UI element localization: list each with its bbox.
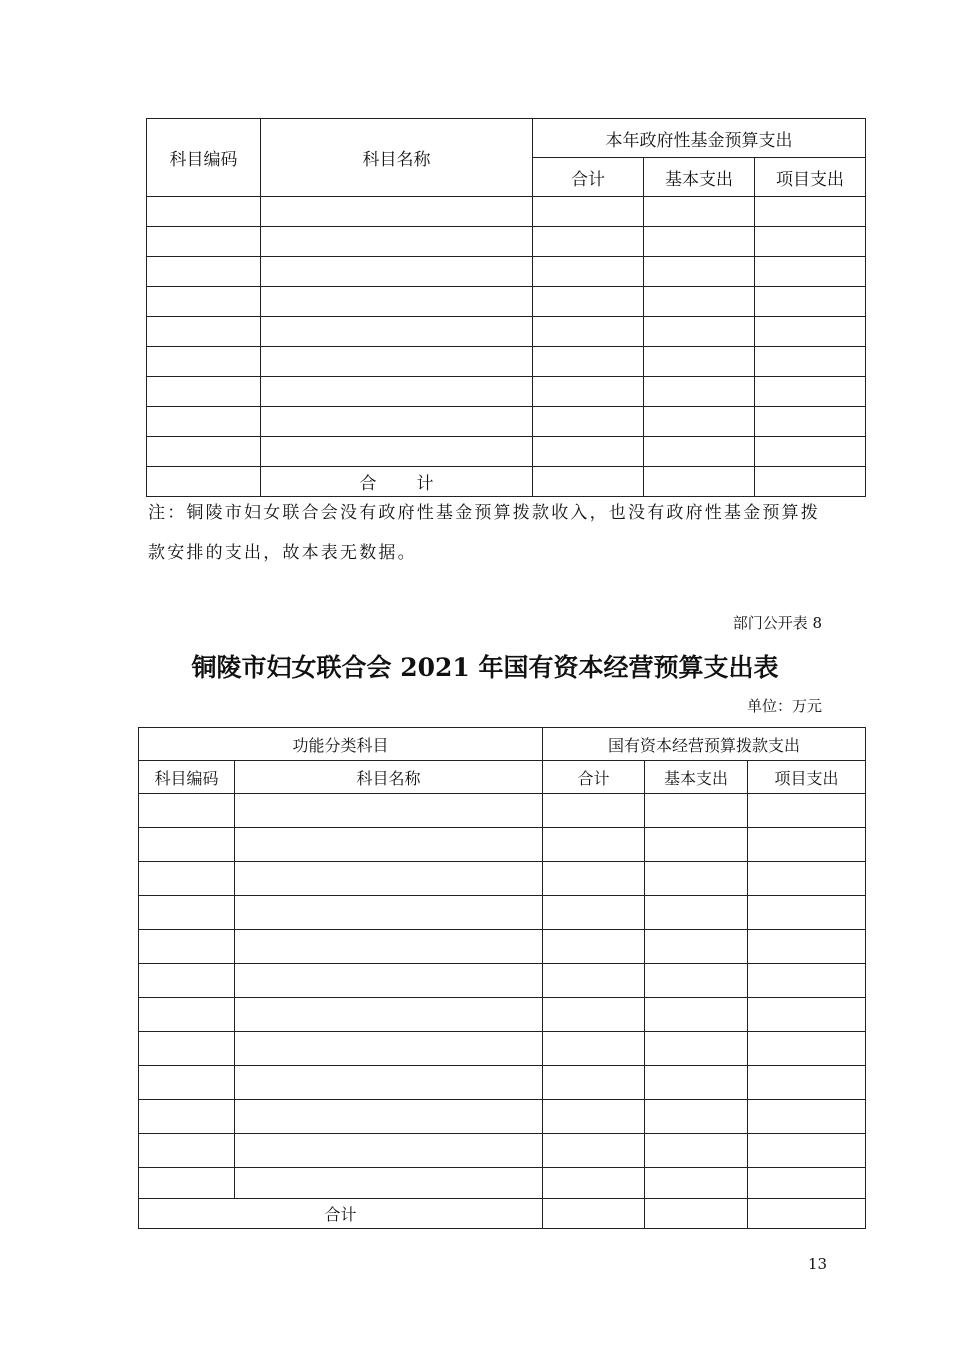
table-row — [147, 287, 866, 317]
table-row — [139, 1100, 866, 1134]
table-row — [139, 896, 866, 930]
header-code: 科目编码 — [147, 119, 261, 197]
header-name: 科目名称 — [261, 119, 533, 197]
header-total: 合计 — [533, 158, 644, 197]
header-group: 本年政府性基金预算支出 — [533, 119, 866, 158]
header-budget-group: 国有资本经营预算拨款支出 — [543, 728, 866, 761]
table-row — [139, 828, 866, 862]
header-basic: 基本支出 — [644, 158, 755, 197]
header-project: 项目支出 — [748, 761, 866, 794]
table-row — [147, 377, 866, 407]
total-label: 合计 — [261, 467, 533, 497]
government-fund-budget-table — [146, 118, 866, 497]
table-row — [147, 227, 866, 257]
table-row — [147, 317, 866, 347]
header-project: 项目支出 — [755, 158, 866, 197]
header-function-group: 功能分类科目 — [139, 728, 543, 761]
total-row — [139, 1199, 866, 1229]
total-row — [147, 467, 866, 497]
state-capital-budget-table — [138, 727, 866, 1229]
table-row — [147, 197, 866, 227]
table-row — [147, 257, 866, 287]
table-row — [147, 347, 866, 377]
note-line-1: 注：铜陵市妇女联合会没有政府性基金预算拨款收入，也没有政府性基金预算拨 — [148, 503, 820, 523]
total-label: 合计 — [139, 1199, 543, 1229]
table-row — [147, 437, 866, 467]
table-row — [139, 1066, 866, 1100]
table-row — [147, 407, 866, 437]
table-tag: 部门公开表 8 — [732, 614, 822, 632]
page-title: 铜陵市妇女联合会 2021 年国有资本经营预算支出表 — [191, 653, 779, 682]
table-row — [139, 1134, 866, 1168]
unit-label: 单位：万元 — [746, 697, 822, 715]
table-row — [139, 998, 866, 1032]
header-name: 科目名称 — [235, 761, 543, 794]
note-line-2: 款安排的支出，故本表无数据。 — [148, 543, 417, 563]
header-code: 科目编码 — [139, 761, 235, 794]
table-row — [139, 794, 866, 828]
header-basic: 基本支出 — [645, 761, 748, 794]
table-row — [139, 1032, 866, 1066]
table-row — [139, 964, 866, 998]
table-row — [139, 1168, 866, 1199]
header-total: 合计 — [543, 761, 645, 794]
page-number: 13 — [808, 1255, 828, 1273]
table-row — [139, 862, 866, 896]
table-row — [139, 930, 866, 964]
